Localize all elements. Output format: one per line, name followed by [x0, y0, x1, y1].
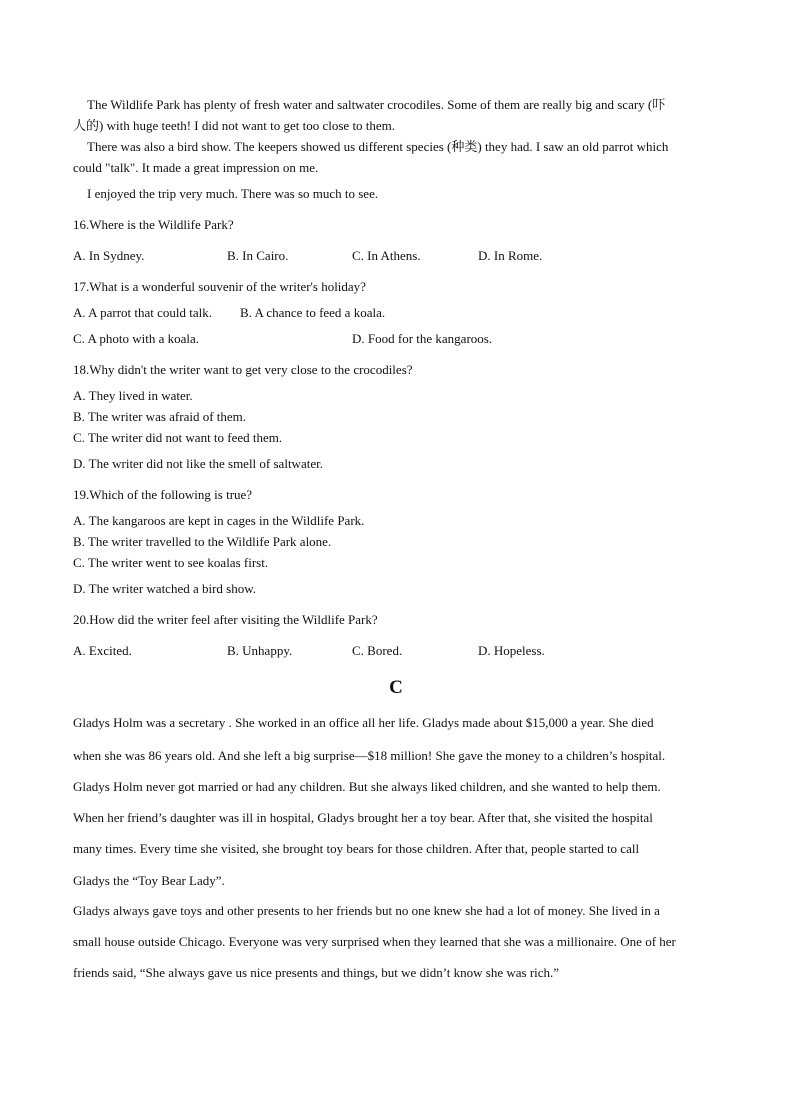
question-17-option-d: D. Food for the kangaroos.	[352, 331, 493, 346]
question-16-option-b: B. In Cairo.	[227, 248, 289, 263]
question-19-stem: 19.Which of the following is true?	[73, 487, 253, 502]
question-20-option-c: C. Bored.	[352, 643, 403, 658]
question-17-option-b: B. A chance to feed a koala.	[240, 305, 386, 320]
question-18-stem: 18.Why didn't the writer want to get very close to the crocodiles?	[73, 362, 413, 377]
section-c-line-4: When her friend’s daughter was ill in hospital, Gladys brought her a toy bear. After that, she visited the hospital	[73, 810, 653, 825]
section-c-line-2: when she was 86 years old. And she left a big surprise—$18 million! She gave the money to a children’s hospital.	[73, 748, 666, 763]
question-18-option-b: B. The writer was afraid of them.	[73, 409, 247, 424]
question-20-stem: 20.How did the writer feel after visiting the Wildlife Park?	[73, 612, 378, 627]
question-17-option-c: C. A photo with a koala.	[73, 331, 200, 346]
question-19-option-d: D. The writer watched a bird show.	[73, 581, 257, 596]
section-c-heading: C	[389, 677, 403, 698]
passage-b-paragraph-2-line-2: could "talk". It made a great impression on me.	[73, 160, 319, 175]
section-c-line-5: many times. Every time she visited, she brought toy bears for those children. After that, people started to call	[73, 841, 640, 856]
passage-b-paragraph-1-line-1: The Wildlife Park has plenty of fresh water and saltwater crocodiles. Some of them are really big and scary (吓	[87, 97, 666, 112]
question-20-option-a: A. Excited.	[73, 643, 132, 658]
question-19-option-a: A. The kangaroos are kept in cages in the Wildlife Park.	[73, 513, 365, 528]
section-c-line-1: Gladys Holm was a secretary . She worked in an office all her life. Gladys made about $15,000 a year. She died	[73, 715, 654, 730]
section-c-line-3: Gladys Holm never got married or had any children. But she always liked children, and she wanted to help them.	[73, 779, 661, 794]
passage-b-paragraph-1-line-2: 人的) with huge teeth! I did not want to get too close to them.	[73, 118, 396, 133]
question-17-option-a: A. A parrot that could talk.	[73, 305, 213, 320]
section-c-line-9: friends said, “She always gave us nice presents and things, but we didn’t know she was rich.”	[73, 965, 560, 980]
question-16-stem: 16.Where is the Wildlife Park?	[73, 217, 234, 232]
section-c-line-8: small house outside Chicago. Everyone was very surprised when they learned that she was a millionaire. One of her	[73, 934, 676, 949]
question-16-option-a: A. In Sydney.	[73, 248, 145, 263]
question-19-option-c: C. The writer went to see koalas first.	[73, 555, 269, 570]
passage-b-paragraph-3: I enjoyed the trip very much. There was so much to see.	[87, 186, 379, 201]
question-18-option-d: D. The writer did not like the smell of saltwater.	[73, 456, 323, 471]
question-18-option-a: A. They lived in water.	[73, 388, 193, 403]
passage-b-paragraph-2-line-1: There was also a bird show. The keepers showed us different species (种类) they had. I saw an old parrot which	[87, 139, 669, 154]
question-18-option-c: C. The writer did not want to feed them.	[73, 430, 283, 445]
question-16-option-c: C. In Athens.	[352, 248, 421, 263]
question-16-option-d: D. In Rome.	[478, 248, 543, 263]
question-19-option-b: B. The writer travelled to the Wildlife Park alone.	[73, 534, 332, 549]
question-20-option-b: B. Unhappy.	[227, 643, 293, 658]
question-20-option-d: D. Hopeless.	[478, 643, 545, 658]
question-17-stem: 17.What is a wonderful souvenir of the writer's holiday?	[73, 279, 366, 294]
section-c-line-6: Gladys the “Toy Bear Lady”.	[73, 873, 225, 888]
section-c-line-7: Gladys always gave toys and other presents to her friends but no one knew she had a lot of money. She lived in a	[73, 903, 660, 918]
